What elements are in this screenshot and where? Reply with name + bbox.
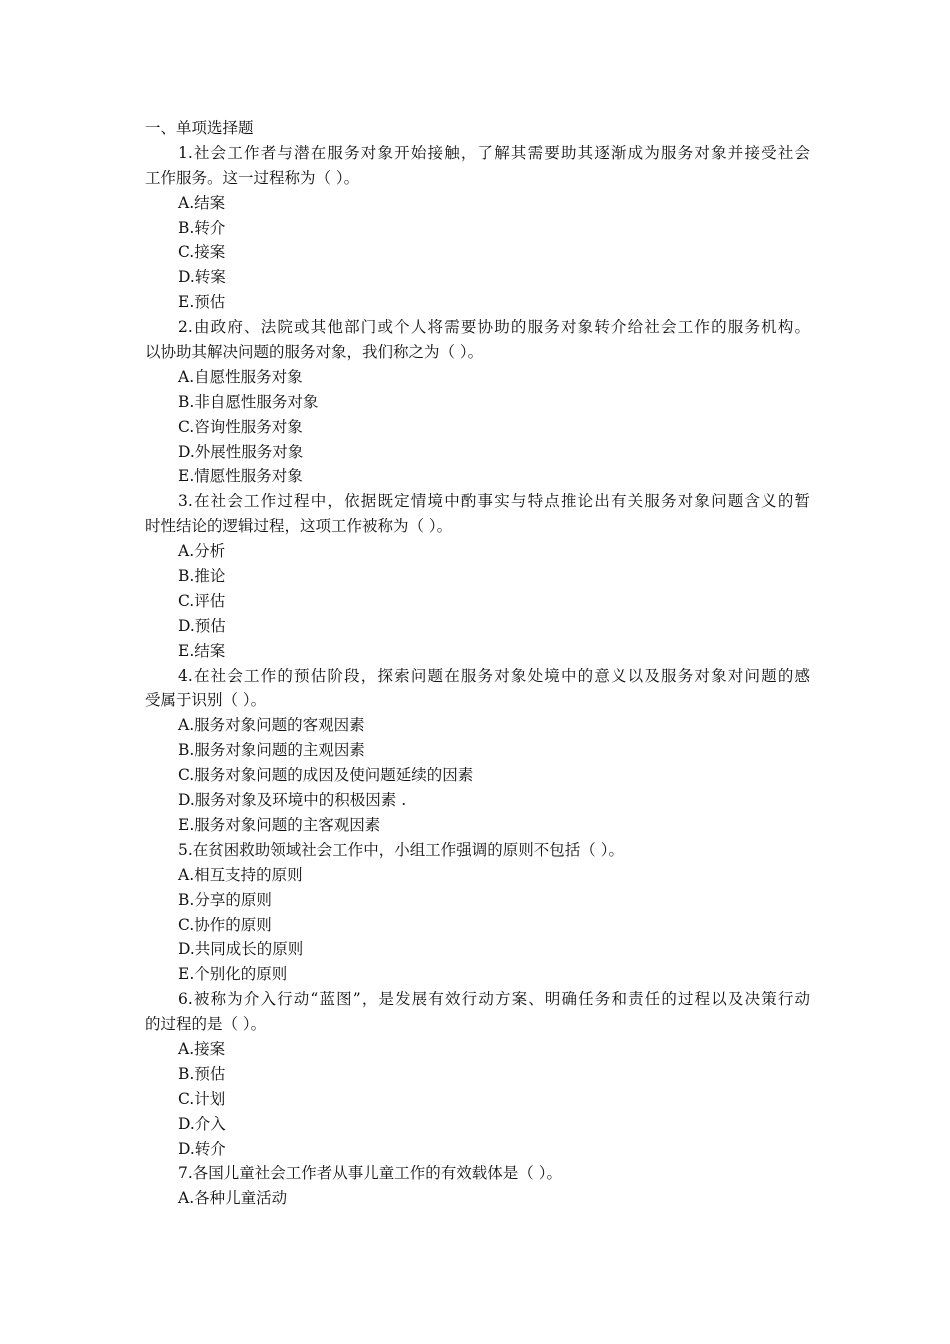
question-2-option-b: B.非自愿性服务对象 bbox=[178, 392, 319, 411]
question-1-option-d: D.转案 bbox=[178, 268, 226, 287]
exam-content bbox=[145, 116, 810, 1211]
question-1-text-line-1: 1.社会工作者与潜在服务对象开始接触，了解其需要助其逐渐成为服务对象并接受社会 bbox=[178, 143, 810, 162]
question-2-text-line-2: 以协助其解决问题的服务对象，我们称之为（ ）。 bbox=[145, 343, 484, 362]
question-6-option-a: A.接案 bbox=[178, 1039, 226, 1058]
question-4-option-b: B.服务对象问题的主观因素 bbox=[178, 741, 365, 760]
question-1 bbox=[145, 141, 810, 315]
question-2-option-d: D.外展性服务对象 bbox=[178, 442, 304, 461]
question-7-option-a: A.各种儿童活动 bbox=[178, 1189, 288, 1208]
question-3 bbox=[145, 489, 810, 663]
question-2-text-line-1: 2.由政府、法院或其他部门或个人将需要协助的服务对象转介给社会工作的服务机构。 bbox=[178, 318, 810, 337]
question-3-text-line-2: 时性结论的逻辑过程，这项工作被称为（ ）。 bbox=[145, 517, 453, 536]
question-5-option-d: D.共同成长的原则 bbox=[178, 940, 304, 959]
question-3-option-c: C.评估 bbox=[178, 591, 226, 610]
question-4-option-a: A.服务对象问题的客观因素 bbox=[178, 716, 365, 735]
question-3-text-line-1: 3.在社会工作过程中，依据既定情境中酌事实与特点推论出有关服务对象问题含义的暂 bbox=[178, 492, 810, 511]
question-3-option-e: E.结案 bbox=[178, 641, 226, 660]
question-6-text-line-2: 的过程的是（ ）。 bbox=[145, 1015, 267, 1034]
question-4-option-c: C.服务对象问题的成因及使问题延续的因素 bbox=[178, 766, 474, 785]
question-1-option-c: C.接案 bbox=[178, 243, 226, 262]
question-6-option-b: B.预估 bbox=[178, 1064, 226, 1083]
question-6-text-line-1: 6.被称为介入行动“蓝图”，是发展有效行动方案、明确任务和责任的过程以及决策行动 bbox=[178, 990, 810, 1009]
question-4-option-d: D.服务对象及环境中的积极因素 . bbox=[178, 791, 407, 810]
question-6-option-e: D.转介 bbox=[178, 1139, 226, 1158]
question-2-option-c: C.咨询性服务对象 bbox=[178, 417, 303, 436]
question-5-option-e: E.个别化的原则 bbox=[178, 965, 288, 984]
question-3-option-a: A.分析 bbox=[178, 542, 226, 561]
question-7-text-line-1: 7.各国儿童社会工作者从事儿童工作的有效载体是（ ）。 bbox=[178, 1164, 562, 1183]
question-3-option-b: B.推论 bbox=[178, 567, 226, 586]
question-4 bbox=[145, 664, 810, 838]
question-2 bbox=[145, 315, 810, 489]
question-3-option-d: D.预估 bbox=[178, 616, 226, 635]
question-7 bbox=[145, 1161, 810, 1211]
question-1-option-e: E.预估 bbox=[178, 293, 226, 312]
question-5-option-b: B.分享的原则 bbox=[178, 890, 272, 909]
question-1-text-line-2: 工作服务。这一过程称为（ ）。 bbox=[145, 168, 360, 187]
section-title: 一、单项选择题 bbox=[145, 119, 254, 137]
question-4-text-line-2: 受属于识别（ ）。 bbox=[145, 691, 267, 710]
question-1-option-b: B.转介 bbox=[178, 218, 226, 237]
question-4-text-line-1: 4.在社会工作的预估阶段，探索问题在服务对象处境中的意义以及服务对象对问题的感 bbox=[178, 666, 810, 685]
question-2-option-e: E.情愿性服务对象 bbox=[178, 467, 303, 486]
question-5-option-a: A.相互支持的原则 bbox=[178, 865, 303, 884]
question-6-option-c: C.计划 bbox=[178, 1089, 226, 1108]
question-1-option-a: A.结案 bbox=[178, 193, 226, 212]
question-5 bbox=[145, 838, 810, 987]
question-6-option-d: D.介入 bbox=[178, 1114, 226, 1133]
question-2-option-a: A.自愿性服务对象 bbox=[178, 367, 303, 386]
question-6 bbox=[145, 987, 810, 1161]
question-5-text-line-1: 5.在贫困救助领域社会工作中，小组工作强调的原则不包括（ ）。 bbox=[178, 840, 624, 859]
question-5-option-c: C.协作的原则 bbox=[178, 915, 272, 934]
question-4-option-e: E.服务对象问题的主客观因素 bbox=[178, 815, 381, 834]
